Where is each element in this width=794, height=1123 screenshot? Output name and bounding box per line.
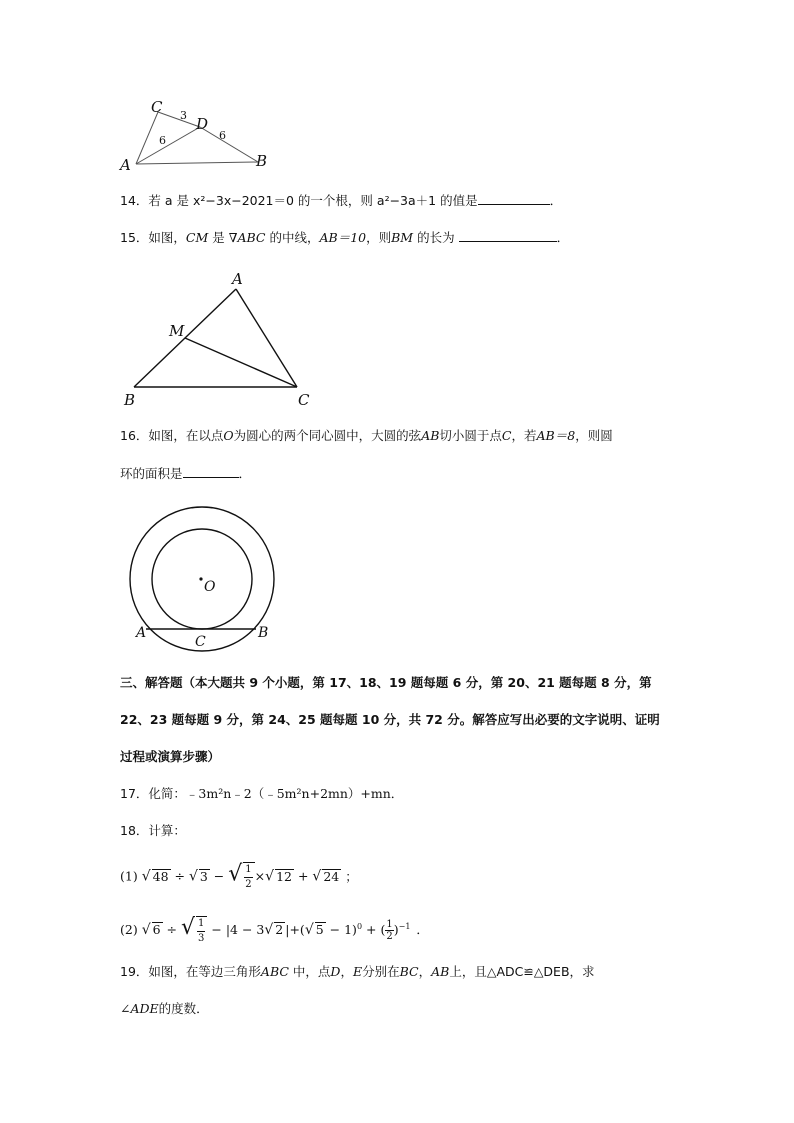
q15-ab-10: AB＝10 [319, 230, 367, 245]
q19-side-bc: BC [399, 964, 419, 979]
figure-13-triangle [110, 98, 280, 178]
q14-end: ． [549, 193, 563, 208]
q18-2-close: ) [393, 922, 399, 937]
fig13-len-db: 6 [219, 129, 226, 142]
q14-answer-blank[interactable] [478, 192, 550, 205]
fig13-side-db [200, 127, 258, 162]
sqrt-icon: √ [264, 922, 274, 938]
q19-text-b: 中，点 [288, 964, 331, 979]
q18-1-div: ÷ [170, 868, 189, 884]
q18-2-div: ÷ [162, 922, 181, 937]
fig13-label-c: C [151, 98, 163, 116]
q18-number: 18． [120, 823, 149, 838]
q18-2-pow0-base: − 1) [325, 922, 357, 937]
sqrt-icon: √ [141, 868, 151, 885]
q19-comma: ， [340, 964, 353, 979]
sqrt-icon: √ [181, 915, 196, 940]
q18-2-end: ． [416, 922, 429, 937]
q19-point-e: E [352, 964, 363, 979]
figure-15-triangle [118, 268, 328, 413]
q15-text-post: 的长为 [413, 230, 455, 245]
q16-text-d: ，若 [511, 428, 537, 443]
question-18-part-1 [120, 862, 358, 892]
q16-point-c: C [501, 428, 512, 443]
q16-point-o: O [223, 428, 234, 443]
q18-1-plus: + [293, 868, 313, 884]
q18-2-sqrt-6: 6 [152, 922, 161, 937]
q16-text-e: ，则圆 [575, 428, 613, 443]
q16-text-c: 切小圆于点 [439, 428, 502, 443]
q19-number: 19． [120, 964, 149, 979]
fig13-side-ca [136, 112, 158, 164]
q19-text-a: 如图，在等边三角形 [148, 964, 261, 979]
section-3-line-3: 过程或演算步骤） [120, 749, 221, 764]
question-18-part-2 [120, 915, 429, 946]
q15-answer-blank[interactable] [459, 229, 557, 242]
q16-text-line2: 环的面积是 [120, 466, 183, 481]
q15-text-mid1: 是 [208, 230, 229, 245]
q15-cm: CM [185, 230, 209, 245]
question-18 [120, 822, 186, 840]
q16-ab-8: AB＝8 [536, 428, 576, 443]
q18-2-frac2-num: 1 [386, 919, 393, 930]
q18-1-frac-den: 2 [245, 879, 252, 890]
fig16-label-a: A [136, 625, 147, 641]
q18-1-minus: − [209, 868, 229, 884]
fig16-label-o: O [204, 579, 216, 595]
q18-1-times: × [254, 868, 266, 884]
q15-bm: BM [391, 230, 414, 245]
q19-text-d: ， [418, 964, 432, 979]
q15-number: 15． [120, 230, 149, 245]
q16-number: 16． [120, 428, 149, 443]
q15-text-pre: 如图， [148, 230, 186, 245]
fig13-len-cd: 3 [180, 109, 187, 122]
q18-2-exp-neg1: −1 [398, 922, 411, 931]
fig15-label-b: B [124, 391, 136, 409]
q18-2-exp-0: 0 [356, 922, 363, 931]
fig13-label-a: A [120, 156, 131, 174]
fig13-side-ab [136, 162, 258, 164]
fig15-label-a: A [232, 270, 243, 288]
question-19-line-2 [120, 1000, 209, 1018]
fig16-label-c: C [195, 634, 206, 650]
q19-text-e: 上，且△ADC≌△DEB，求 [449, 964, 595, 979]
q18-1-sqrt-48: 48 [152, 868, 169, 884]
q18-1-end: ； [345, 868, 358, 884]
q15-text-mid2: 的中线， [265, 230, 320, 245]
fig13-side-cd [158, 112, 200, 127]
fig13-label-d: D [196, 115, 209, 133]
q18-2-sqrt-5: 5 [315, 922, 324, 937]
q19-side-ab: AB [431, 964, 450, 979]
q19-text-line2: 的度数． [158, 1001, 209, 1016]
sqrt-icon: √ [265, 868, 275, 885]
q18-2-frac2-den: 2 [386, 931, 393, 942]
fig16-label-b: B [258, 625, 269, 641]
fig15-side-ac [236, 289, 297, 387]
q18-2-abs: − |4 − 3 [207, 922, 265, 937]
q19-point-d: D [330, 964, 341, 979]
sqrt-icon: √ [228, 861, 243, 887]
question-16-line-1 [120, 427, 613, 445]
section-3-line-2: 22、23 题每题 9 分，第 24、25 题每题 10 分，共 72 分。解答应写出必要的文字说明、证明 [120, 712, 660, 727]
q18-1-sqrt-12: 12 [276, 868, 292, 884]
q17-text: 化简：﹣3m²n﹣2（﹣5m²n+2mn）+mn． [148, 786, 404, 801]
fig15-label-m: M [169, 322, 185, 340]
q15-text-mid3: ，则 [366, 230, 392, 245]
fig13-side-ad [136, 127, 200, 164]
q18-2-plus: + ( [362, 922, 386, 937]
sqrt-icon: √ [312, 868, 322, 885]
q18-1-sqrt-24: 24 [323, 868, 340, 884]
fig16-center-dot [199, 577, 202, 580]
sqrt-icon: √ [304, 922, 314, 938]
fig15-label-c: C [298, 391, 310, 409]
q18-text: 计算： [148, 823, 186, 838]
q16-answer-blank[interactable] [183, 465, 239, 478]
q18-2-sqrt-2: 2 [275, 922, 284, 937]
q18-2-label: (2) [120, 922, 138, 937]
q18-2-frac-third [196, 916, 207, 946]
q15-end: ． [556, 230, 570, 245]
question-19-line-1 [120, 963, 595, 981]
q15-triangle-abc: ∇ABC [228, 230, 266, 245]
q16-end: ． [238, 466, 252, 481]
question-14 [120, 192, 562, 210]
fig13-len-ad: 6 [159, 134, 166, 147]
question-17 [120, 785, 403, 803]
q14-number: 14． [120, 193, 149, 208]
q18-2-frac-den: 3 [198, 932, 205, 944]
q18-2-abs-end: |+( [285, 922, 305, 937]
q19-triangle-abc: ABC [260, 964, 289, 979]
figure-16-concentric-circles [125, 505, 285, 655]
question-16-line-2 [120, 465, 251, 483]
sqrt-icon: √ [141, 922, 151, 938]
q16-text-a: 如图，在以点 [148, 428, 224, 443]
q18-2-frac-half [385, 919, 393, 942]
question-15 [120, 229, 569, 247]
q19-text-c: 分别在 [362, 964, 400, 979]
section-3-line-1: 三、解答题（本大题共 9 个小题，第 17、18、19 题每题 6 分，第 20、21 题每题 8 分，第 [120, 675, 652, 690]
fig15-median-cm [185, 338, 297, 387]
q17-number: 17． [120, 786, 149, 801]
q14-text: 若 a 是 x²−3x−2021＝0 的一个根，则 a²−3a＋1 的值是 [148, 193, 478, 208]
q19-angle-ade: ∠ADE [120, 1001, 159, 1016]
sqrt-icon: √ [188, 868, 198, 885]
q18-1-frac-half [243, 862, 254, 892]
q18-1-frac-num: 1 [244, 863, 252, 878]
fig13-label-b: B [256, 152, 268, 170]
q16-chord-ab: AB [421, 428, 440, 443]
q18-1-label: (1) [120, 868, 138, 884]
q16-text-b: 为圆心的两个同心圆中，大圆的弦 [233, 428, 422, 443]
q18-1-sqrt-3: 3 [199, 868, 208, 884]
q18-2-frac-num: 1 [197, 917, 205, 932]
